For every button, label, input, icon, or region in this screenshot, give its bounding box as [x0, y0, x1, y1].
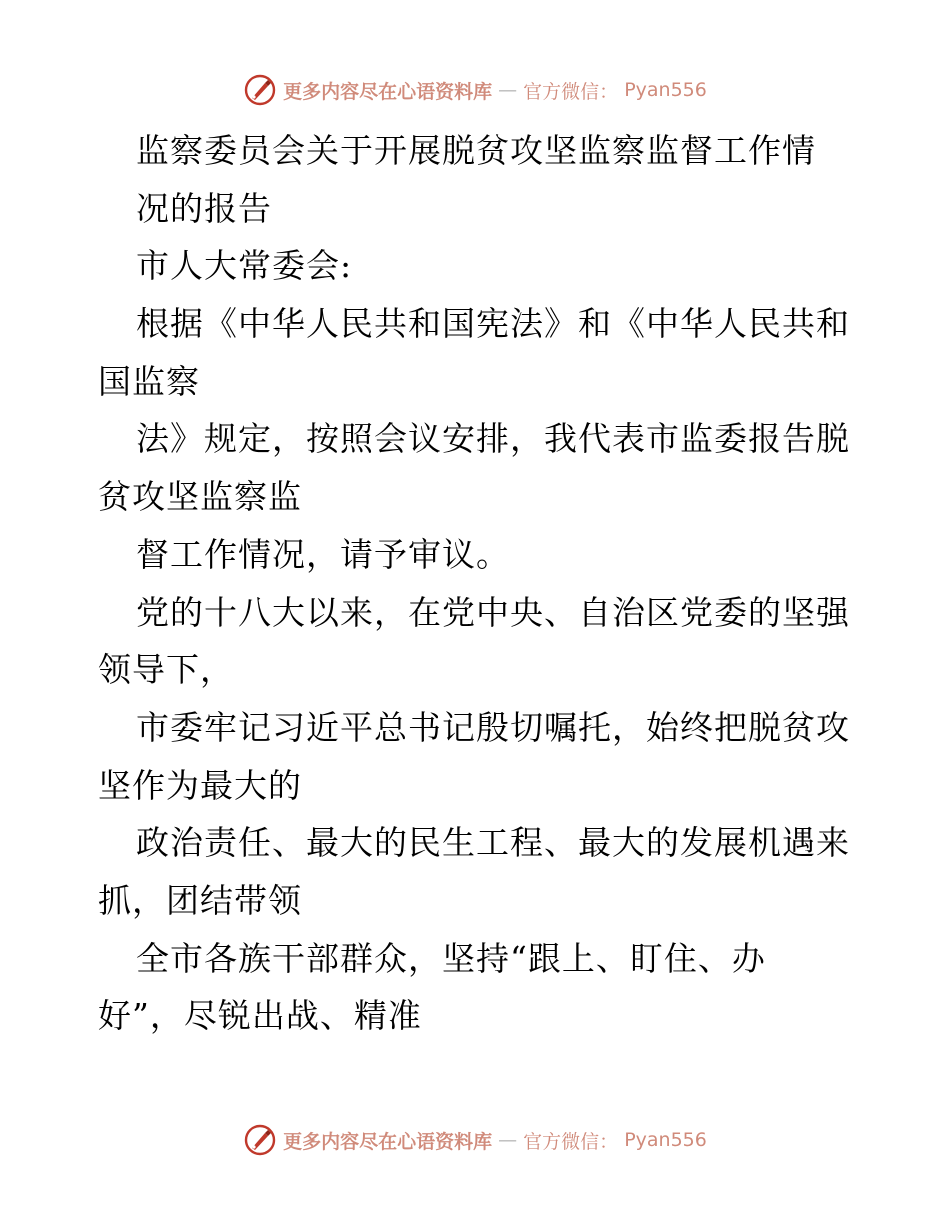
text-line: 法》规定，按照会议安排，我代表市监委报告脱: [136, 419, 850, 459]
text-line: 市委牢记习近平总书记殷切嘱托，始终把脱贫攻: [136, 707, 850, 747]
text-line: 贫攻坚监察监: [98, 477, 302, 517]
text-line: 督工作情况，请予审议。: [136, 534, 510, 574]
banner-separator: —: [498, 79, 518, 101]
text-line: 政治责任、最大的民生工程、最大的发展机遇来: [136, 823, 850, 863]
text-line: 况的报告: [136, 188, 272, 228]
banner-wechat-label: 官方微信：: [523, 1130, 619, 1153]
text-line: 坚作为最大的: [98, 765, 302, 805]
banner-wechat-id: Pyan556: [624, 1129, 707, 1151]
banner-separator: —: [498, 1129, 518, 1151]
text-line: 好”，尽锐出战、精准: [98, 996, 422, 1036]
banner-site-text: 更多内容尽在心语资料库: [283, 1130, 493, 1153]
banner-wechat-id: Pyan556: [624, 79, 707, 101]
document-body: [98, 122, 858, 1045]
text-line: 市人大常委会:: [136, 246, 353, 286]
text-line: 全市各族干部群众，坚持“跟上、盯住、办: [136, 938, 766, 978]
pen-circle-icon: [243, 1123, 277, 1157]
banner-wechat-label: 官方微信：: [523, 80, 619, 103]
pen-circle-icon: [243, 73, 277, 107]
text-line: 领导下，: [98, 650, 234, 690]
header-banner: [0, 70, 950, 110]
text-line: 抓，团结带领: [98, 880, 302, 920]
text-line: 党的十八大以来，在党中央、自治区党委的坚强: [136, 592, 850, 632]
text-line: 监察委员会关于开展脱贫攻坚监察监督工作情: [136, 131, 816, 170]
banner-site-text: 更多内容尽在心语资料库: [283, 80, 493, 103]
footer-banner: [0, 1120, 950, 1160]
text-line: 根据《中华人民共和国宪法》和《中华人民共和: [136, 304, 850, 344]
text-line: 国监察: [98, 361, 200, 401]
